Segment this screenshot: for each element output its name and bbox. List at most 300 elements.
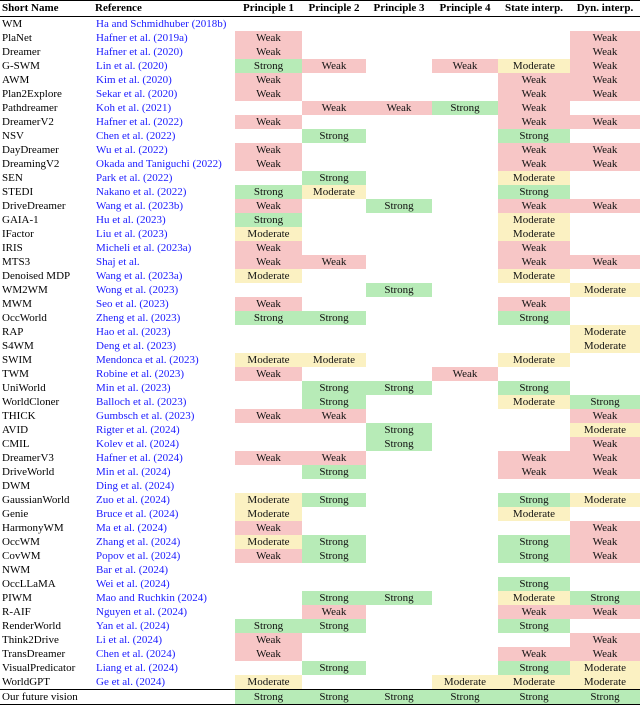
cell-principle-1: Moderate [235,507,302,521]
cell-principle-4 [432,87,498,101]
cell-principle-2 [302,31,366,45]
cell-principle-3 [366,325,432,339]
cell-principle-1: Moderate [235,353,302,367]
cell-reference[interactable]: Lin et al. (2020) [96,59,168,72]
cell-state-interp [498,45,570,59]
cell-principle-4 [432,283,498,297]
table-row [0,591,640,605]
cell-short-name: IRIS [2,241,23,254]
cell-principle-2: Weak [302,255,366,269]
cell-state-interp: Moderate [498,353,570,367]
cell-short-name: PlaNet [2,31,32,44]
cell-principle-2: Strong [302,690,366,705]
cell-reference[interactable]: Ma et al. (2024) [96,521,167,534]
cell-reference[interactable]: Wang et al. (2023b) [96,199,184,212]
cell-principle-2: Strong [302,549,366,563]
cell-reference[interactable]: Micheli et al. (2023a) [96,241,192,254]
cell-principle-2 [302,213,366,227]
cell-principle-3: Strong [366,690,432,705]
cell-principle-3: Strong [366,381,432,395]
cell-short-name: SEN [2,171,23,184]
cell-principle-2 [302,507,366,521]
cell-dyn-interp: Weak [570,437,640,451]
cell-principle-3 [366,311,432,325]
cell-principle-3 [366,395,432,409]
cell-short-name: PIWM [2,591,32,604]
cell-short-name: S4WM [2,339,34,352]
cell-reference[interactable]: Okada and Taniguchi (2022) [96,157,222,170]
cell-principle-3 [366,213,432,227]
cell-principle-1 [235,325,302,339]
cell-short-name: THICK [2,409,36,422]
cell-principle-1 [235,17,302,32]
cell-principle-2: Strong [302,381,366,395]
cell-reference[interactable]: Liang et al. (2024) [96,661,178,674]
cell-principle-2: Strong [302,171,366,185]
cell-reference[interactable]: Wang et al. (2023a) [96,269,183,282]
cell-principle-3 [366,605,432,619]
cell-reference[interactable]: Seo et al. (2023) [96,297,169,310]
cell-dyn-interp: Weak [570,255,640,269]
cell-state-interp: Moderate [498,591,570,605]
cell-principle-3 [366,353,432,367]
cell-principle-2 [302,157,366,171]
cell-reference[interactable]: Popov et al. (2024) [96,549,181,562]
cell-reference[interactable]: Chen et al. (2022) [96,129,176,142]
cell-reference[interactable]: Kim et al. (2020) [96,73,172,86]
cell-short-name: OccWorld [2,311,47,324]
cell-principle-3 [366,269,432,283]
cell-short-name: G-SWM [2,59,40,72]
cell-short-name: Think2Drive [2,633,59,646]
cell-state-interp: Strong [498,381,570,395]
cell-state-interp [498,31,570,45]
cell-principle-3 [366,171,432,185]
cell-principle-3 [366,17,432,32]
cell-short-name: AWM [2,73,30,86]
cell-reference[interactable]: Zuo et al. (2024) [96,493,170,506]
cell-principle-4 [432,241,498,255]
cell-principle-3 [366,339,432,353]
cell-principle-4: Moderate [432,675,498,690]
cell-state-interp: Moderate [498,507,570,521]
table-row [0,115,640,129]
cell-short-name: DreamerV2 [2,115,54,128]
cell-principle-1: Weak [235,409,302,423]
header-principle-4: Principle 4 [439,2,491,14]
cell-principle-4 [432,17,498,32]
cell-principle-1: Weak [235,199,302,213]
cell-dyn-interp [570,381,640,395]
cell-state-interp: Moderate [498,269,570,283]
cell-dyn-interp: Moderate [570,661,640,675]
cell-dyn-interp: Weak [570,45,640,59]
cell-state-interp: Weak [498,647,570,661]
cell-reference[interactable]: Hao et al. (2023) [96,325,171,338]
table-row [0,157,640,171]
table-row [0,605,640,619]
cell-dyn-interp [570,479,640,493]
cell-principle-2 [302,297,366,311]
cell-reference[interactable]: Balloch et al. (2023) [96,395,187,408]
cell-reference[interactable]: Hafner et al. (2024) [96,451,183,464]
cell-reference[interactable]: Gumbsch et al. (2023) [96,409,195,422]
table-row [0,213,640,227]
cell-principle-4 [432,115,498,129]
cell-principle-1 [235,395,302,409]
cell-principle-2 [302,45,366,59]
cell-reference[interactable]: Mao and Ruchkin (2024) [96,591,207,604]
cell-reference[interactable]: Park et al. (2022) [96,171,173,184]
table-row [0,479,640,493]
cell-principle-3 [366,297,432,311]
cell-reference[interactable]: Hu et al. (2023) [96,213,166,226]
cell-principle-4 [432,605,498,619]
cell-dyn-interp: Weak [570,465,640,479]
cell-reference[interactable]: Liu et al. (2023) [96,227,168,240]
cell-principle-1 [235,479,302,493]
cell-dyn-interp: Moderate [570,339,640,353]
cell-short-name: GaussianWorld [2,493,70,506]
cell-short-name: Pathdreamer [2,101,58,114]
cell-principle-2 [302,73,366,87]
cell-principle-1: Strong [235,59,302,73]
cell-principle-1 [235,171,302,185]
cell-principle-1: Weak [235,87,302,101]
cell-short-name: DriveWorld [2,465,55,478]
cell-principle-4 [432,143,498,157]
cell-state-interp [498,325,570,339]
cell-principle-1: Strong [235,311,302,325]
cell-principle-1 [235,437,302,451]
cell-reference[interactable]: Hafner et al. (2022) [96,115,183,128]
table-row [0,283,640,297]
cell-principle-4 [432,395,498,409]
table-row [0,255,640,269]
cell-reference[interactable]: Koh et al. (2021) [96,101,172,114]
cell-principle-2 [302,17,366,32]
cell-principle-2 [302,647,366,661]
cell-reference[interactable]: Bar et al. (2024) [96,563,169,576]
table-row [0,451,640,465]
cell-state-interp: Weak [498,87,570,101]
cell-state-interp: Strong [498,619,570,633]
cell-principle-3 [366,633,432,647]
cell-principle-2 [302,325,366,339]
cell-principle-3 [366,619,432,633]
cell-principle-2 [302,423,366,437]
cell-state-interp: Weak [498,199,570,213]
cell-dyn-interp: Weak [570,549,640,563]
cell-short-name: MWM [2,297,32,310]
cell-short-name: TWM [2,367,29,380]
cell-principle-1 [235,577,302,591]
cell-principle-2: Weak [302,101,366,115]
table-row [0,367,640,381]
cell-dyn-interp: Weak [570,521,640,535]
cell-state-interp: Strong [498,493,570,507]
cell-short-name: AVID [2,423,29,436]
cell-principle-2 [302,339,366,353]
cell-reference[interactable]: Wu et al. (2022) [96,143,168,156]
table-row [0,185,640,199]
cell-principle-1 [235,283,302,297]
cell-reference[interactable]: Min et al. (2024) [96,465,171,478]
cell-state-interp: Weak [498,143,570,157]
cell-principle-1: Moderate [235,493,302,507]
cell-principle-2: Strong [302,395,366,409]
table-row [0,297,640,311]
cell-principle-2: Strong [302,661,366,675]
header-row [0,1,640,17]
cell-principle-1 [235,605,302,619]
cell-principle-3: Strong [366,437,432,451]
cell-reference[interactable]: Nakano et al. (2022) [96,185,187,198]
cell-principle-1 [235,101,302,115]
table-row [0,675,640,690]
cell-short-name: DreamingV2 [2,157,60,170]
table-row [0,423,640,437]
table-row [0,395,640,409]
cell-reference[interactable]: Robine et al. (2023) [96,367,184,380]
cell-principle-4 [432,339,498,353]
header-dyn-interp: Dyn. interp. [576,2,634,14]
cell-principle-3 [366,647,432,661]
cell-state-interp: Weak [498,255,570,269]
cell-principle-3 [366,59,432,73]
cell-principle-4: Weak [432,59,498,73]
cell-dyn-interp [570,619,640,633]
cell-state-interp [498,409,570,423]
cell-reference[interactable]: Wei et al. (2024) [96,577,170,590]
cell-principle-2 [302,241,366,255]
cell-principle-2 [302,367,366,381]
cell-reference[interactable]: Ding et al. (2024) [96,479,175,492]
table-row [0,647,640,661]
cell-principle-2: Moderate [302,353,366,367]
table-row [0,241,640,255]
cell-state-interp: Weak [498,115,570,129]
cell-principle-2: Strong [302,465,366,479]
cell-reference[interactable]: Ha and Schmidhuber (2018b) [96,17,227,30]
cell-state-interp: Weak [498,451,570,465]
cell-reference[interactable]: Hafner et al. (2020) [96,45,183,58]
cell-principle-2: Strong [302,493,366,507]
cell-principle-4 [432,129,498,143]
cell-state-interp [498,423,570,437]
cell-principle-4 [432,563,498,577]
cell-principle-2: Weak [302,451,366,465]
cell-short-name: CovWM [2,549,41,562]
cell-principle-4 [432,31,498,45]
cell-dyn-interp: Moderate [570,325,640,339]
cell-dyn-interp [570,297,640,311]
cell-short-name: TransDreamer [2,647,66,660]
cell-reference[interactable]: Yan et al. (2024) [96,619,170,632]
cell-principle-4 [432,507,498,521]
cell-principle-3: Weak [366,101,432,115]
cell-state-interp: Weak [498,297,570,311]
cell-reference[interactable]: Wong et al. (2023) [96,283,179,296]
table-row [0,690,640,705]
table-row [0,227,640,241]
cell-dyn-interp: Weak [570,633,640,647]
table-row [0,521,640,535]
table-row [0,73,640,87]
cell-principle-4 [432,409,498,423]
cell-short-name: WM [2,17,23,30]
table-row [0,101,640,115]
cell-principle-2 [302,675,366,690]
cell-dyn-interp: Weak [570,199,640,213]
cell-principle-4 [432,325,498,339]
cell-dyn-interp [570,507,640,521]
cell-dyn-interp [570,241,640,255]
cell-principle-3 [366,367,432,381]
table-row [0,31,640,45]
cell-short-name: Our future vision [2,690,78,703]
cell-principle-4: Strong [432,101,498,115]
cell-principle-4 [432,535,498,549]
cell-reference[interactable]: Min et al. (2023) [96,381,171,394]
cell-reference[interactable]: Bruce et al. (2024) [96,507,179,520]
cell-reference[interactable]: Mendonca et al. (2023) [96,353,199,366]
cell-short-name: DWM [2,479,31,492]
cell-principle-4 [432,227,498,241]
cell-short-name: HarmonyWM [2,521,64,534]
cell-principle-3 [366,241,432,255]
cell-state-interp: Moderate [498,171,570,185]
header-principle-2: Principle 2 [308,2,360,14]
cell-dyn-interp [570,185,640,199]
cell-principle-1: Weak [235,647,302,661]
cell-principle-3: Strong [366,283,432,297]
cell-reference[interactable]: Shaj et al. [96,255,140,268]
cell-dyn-interp [570,563,640,577]
cell-short-name: NWM [2,563,31,576]
cell-principle-3 [366,577,432,591]
cell-reference[interactable]: Deng et al. (2023) [96,339,177,352]
cell-dyn-interp [570,129,640,143]
cell-principle-2 [302,143,366,157]
cell-principle-1 [235,563,302,577]
cell-principle-2: Strong [302,619,366,633]
table-row [0,563,640,577]
cell-short-name: GAIA-1 [2,213,39,226]
cell-principle-1: Strong [235,690,302,705]
header-reference: Reference [95,2,142,14]
cell-principle-2 [302,115,366,129]
cell-principle-4 [432,619,498,633]
cell-state-interp [498,17,570,32]
cell-principle-1: Weak [235,451,302,465]
cell-principle-3 [366,451,432,465]
cell-principle-1: Weak [235,31,302,45]
cell-principle-4 [432,479,498,493]
cell-reference[interactable]: Rigter et al. (2024) [96,423,180,436]
cell-short-name: OccWM [2,535,40,548]
cell-principle-3 [366,409,432,423]
cell-dyn-interp: Weak [570,31,640,45]
cell-dyn-interp: Weak [570,157,640,171]
cell-dyn-interp: Weak [570,647,640,661]
cell-state-interp: Moderate [498,59,570,73]
cell-dyn-interp [570,311,640,325]
cell-short-name: VisualPredicator [2,661,76,674]
cell-dyn-interp [570,367,640,381]
cell-reference[interactable]: Hafner et al. (2019a) [96,31,188,44]
cell-principle-3 [366,73,432,87]
cell-dyn-interp: Weak [570,87,640,101]
table-row [0,619,640,633]
table-row [0,577,640,591]
cell-principle-4 [432,521,498,535]
cell-principle-4 [432,577,498,591]
cell-principle-4 [432,157,498,171]
cell-state-interp [498,521,570,535]
cell-principle-3: Strong [366,423,432,437]
table-row [0,199,640,213]
cell-principle-4 [432,437,498,451]
cell-dyn-interp: Strong [570,395,640,409]
cell-principle-4 [432,633,498,647]
cell-short-name: NSV [2,129,25,142]
table-row [0,465,640,479]
cell-state-interp: Strong [498,535,570,549]
header-state-interp: State interp. [504,2,564,14]
cell-dyn-interp [570,17,640,32]
cell-principle-2: Weak [302,409,366,423]
cell-dyn-interp [570,171,640,185]
cell-principle-2 [302,563,366,577]
cell-state-interp: Strong [498,185,570,199]
cell-state-interp: Weak [498,73,570,87]
table-row [0,311,640,325]
cell-principle-2: Weak [302,59,366,73]
cell-principle-2 [302,199,366,213]
cell-principle-1: Weak [235,549,302,563]
cell-reference[interactable]: Zhang et al. (2024) [96,535,181,548]
table-row [0,87,640,101]
cell-principle-2: Moderate [302,185,366,199]
cell-principle-4 [432,73,498,87]
cell-dyn-interp: Moderate [570,283,640,297]
cell-principle-4 [432,549,498,563]
cell-principle-1: Moderate [235,535,302,549]
cell-reference[interactable]: Chen et al. (2024) [96,647,176,660]
cell-dyn-interp: Weak [570,115,640,129]
cell-state-interp: Weak [498,465,570,479]
cell-reference[interactable]: Ge et al. (2024) [96,675,166,688]
cell-reference[interactable]: Li et al. (2024) [96,633,162,646]
cell-state-interp [498,339,570,353]
cell-reference[interactable]: Kolev et al. (2024) [96,437,180,450]
cell-principle-3 [366,563,432,577]
cell-principle-3 [366,479,432,493]
cell-reference[interactable]: Nguyen et al. (2024) [96,605,188,618]
cell-short-name: RenderWorld [2,619,61,632]
cell-principle-3 [366,255,432,269]
cell-principle-2 [302,283,366,297]
cell-principle-3 [366,521,432,535]
cell-principle-3 [366,493,432,507]
cell-dyn-interp: Weak [570,59,640,73]
cell-reference[interactable]: Zheng et al. (2023) [96,311,181,324]
cell-principle-2: Strong [302,591,366,605]
cell-principle-3 [366,143,432,157]
cell-reference[interactable]: Sekar et al. (2020) [96,87,178,100]
cell-short-name: OccLLaMA [2,577,56,590]
